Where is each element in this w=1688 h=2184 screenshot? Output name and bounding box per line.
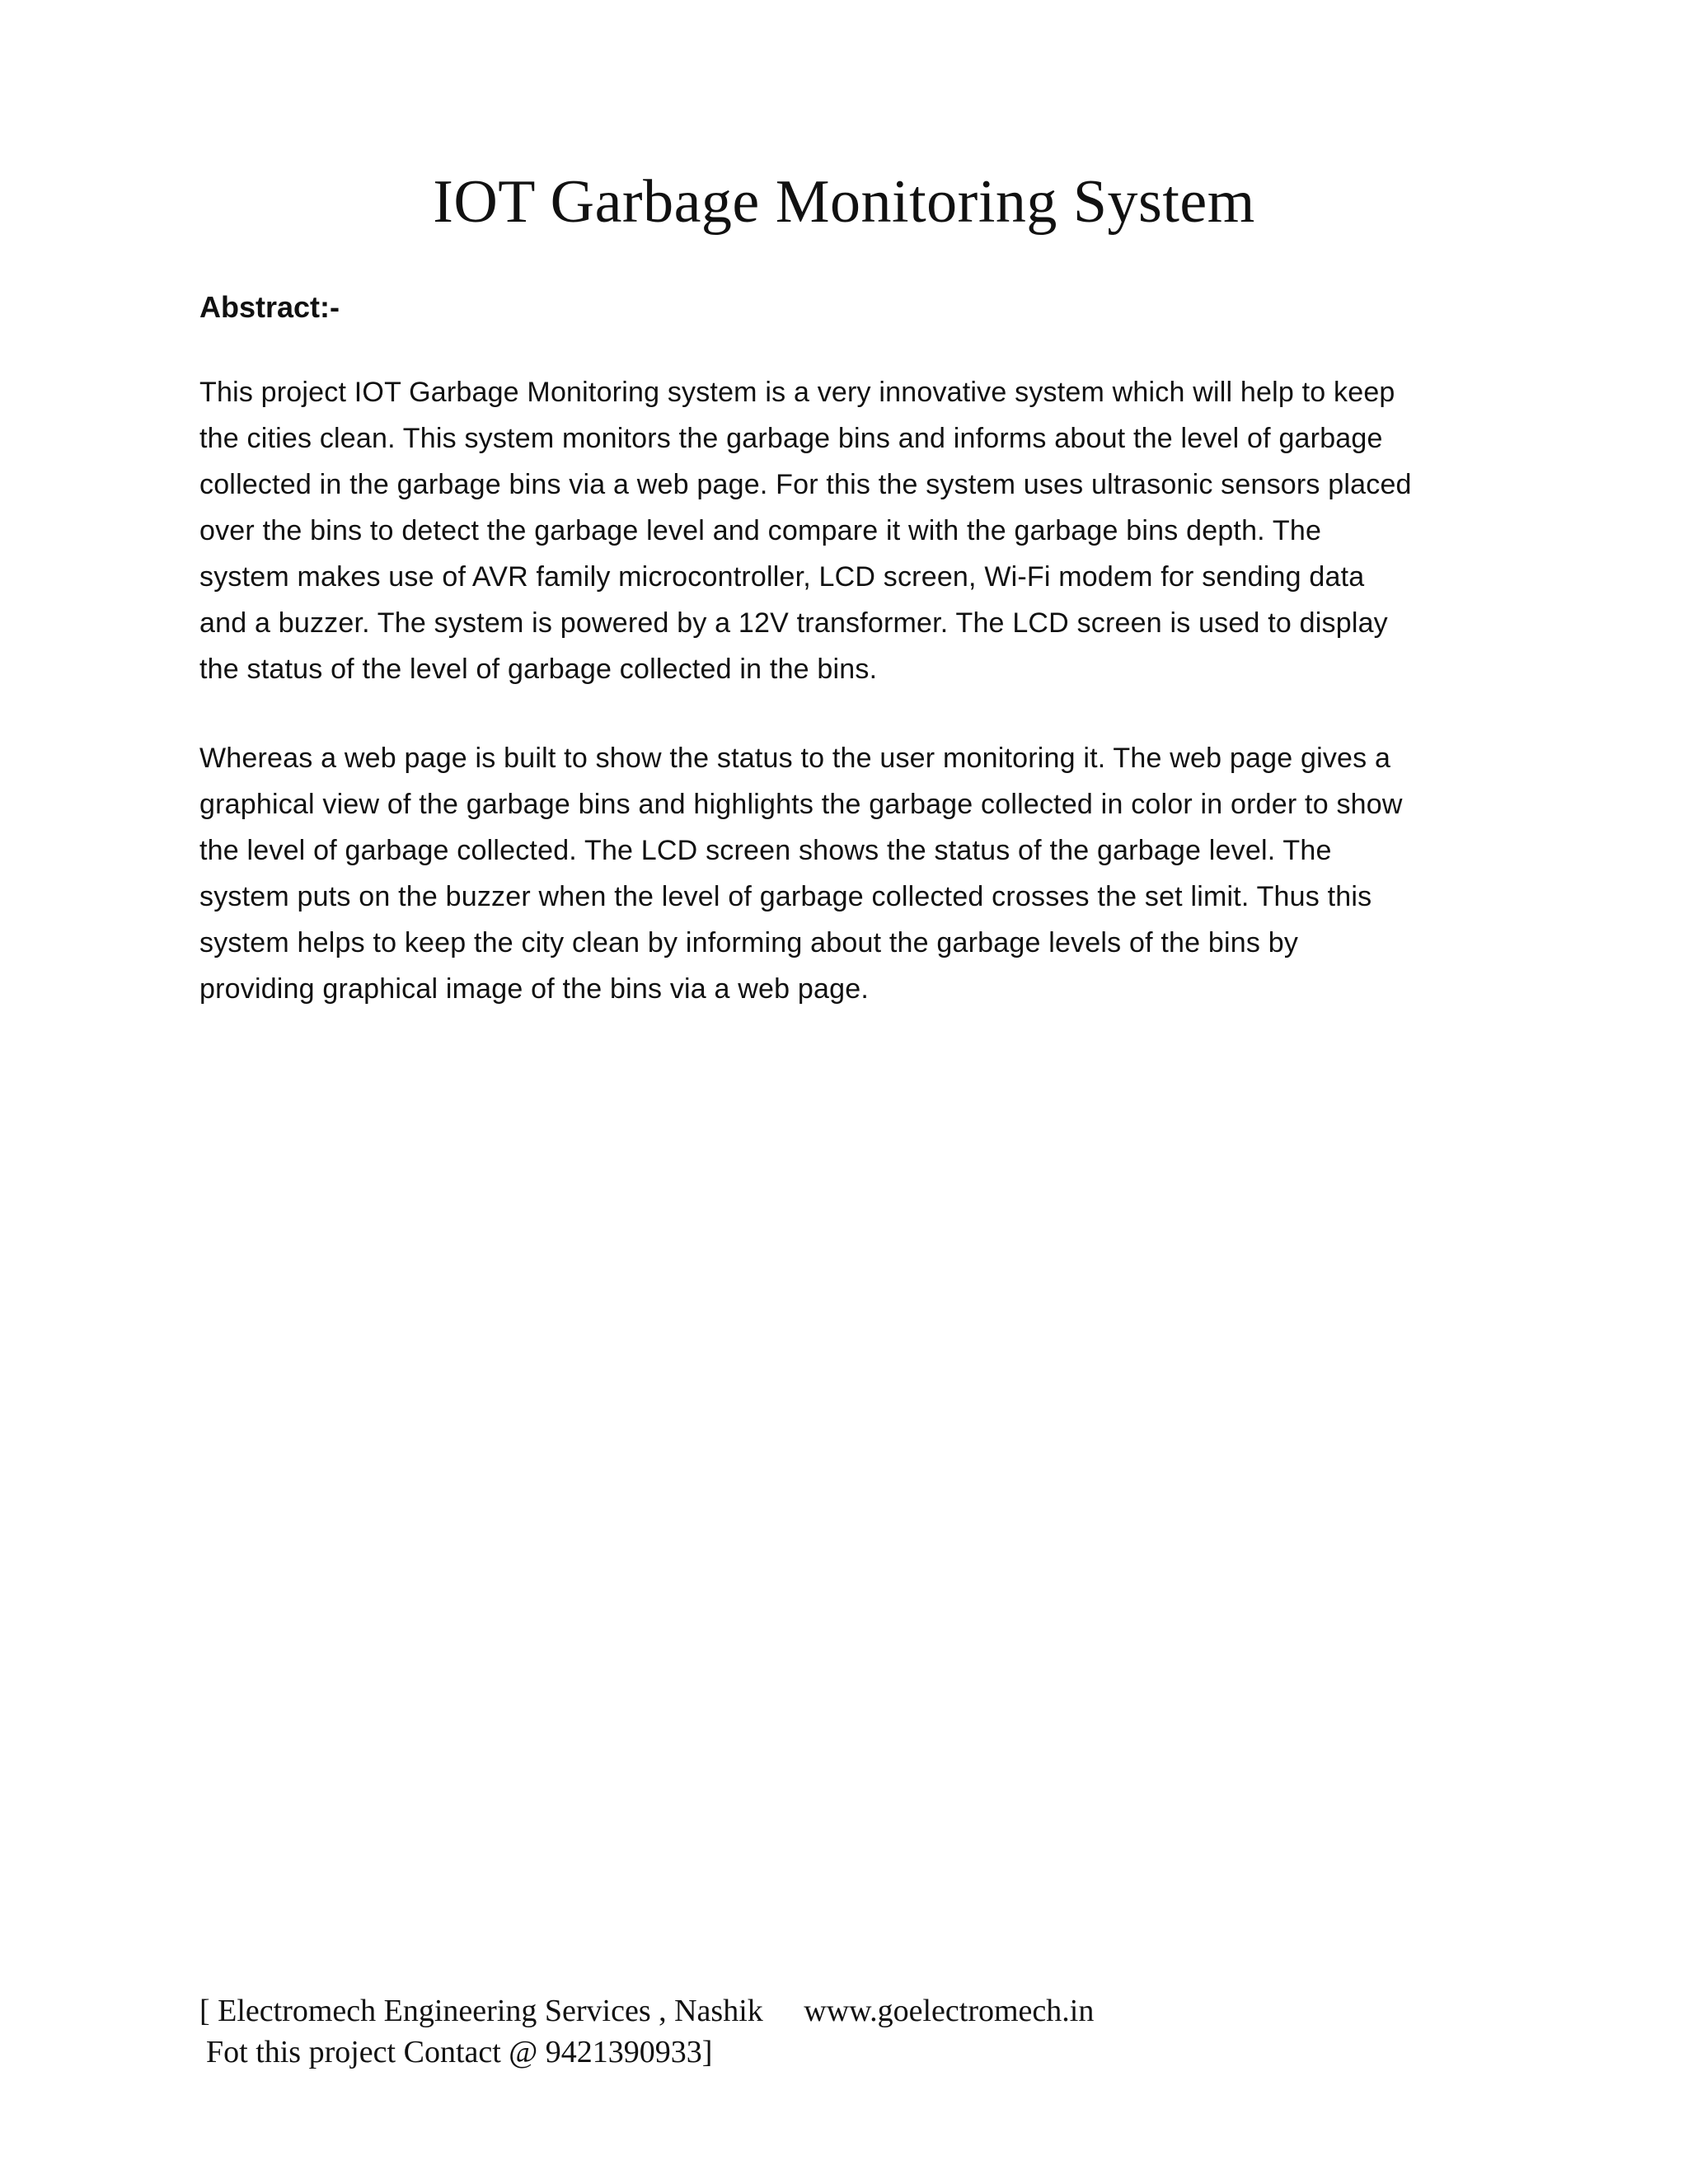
paragraph-line: Whereas a web page is built to show the status to the user monitoring it. The web page gives a	[199, 743, 1391, 774]
footer-website-link[interactable]: www.goelectromech.in	[804, 1994, 1095, 2028]
paragraph-line: providing graphical image of the bins via a web page.	[199, 973, 869, 1005]
paragraph-line: This project IOT Garbage Monitoring system is a very innovative system which will help to keep	[199, 377, 1395, 408]
footer-line-1	[199, 1990, 1094, 2032]
paragraph-line: graphical view of the garbage bins and highlights the garbage collected in color in order to show	[199, 789, 1403, 820]
paragraph-line: the level of garbage collected. The LCD screen shows the status of the garbage level. The	[199, 835, 1332, 866]
footer-contact: Fot this project Contact @ 9421390933]	[206, 2035, 713, 2069]
paragraph-line: the status of the level of garbage collected in the bins.	[199, 654, 878, 685]
abstract-paragraph-2	[199, 735, 1518, 1012]
footer	[199, 1990, 1094, 2073]
paragraph-line: the cities clean. This system monitors the garbage bins and informs about the level of garbage	[199, 423, 1383, 454]
abstract-heading: Abstract:-	[199, 290, 340, 324]
paragraph-line: collected in the garbage bins via a web page. For this the system uses ultrasonic sensors placed	[199, 469, 1412, 500]
paragraph-line: system helps to keep the city clean by informing about the garbage levels of the bins by	[199, 927, 1299, 958]
abstract-paragraph-1	[199, 369, 1518, 692]
document-title: IOT Garbage Monitoring System	[433, 168, 1255, 236]
paragraph-line: system makes use of AVR family microcontroller, LCD screen, Wi-Fi modem for sending data	[199, 561, 1365, 593]
paragraph-line: system puts on the buzzer when the level of garbage collected crosses the set limit. Thus this	[199, 881, 1372, 912]
footer-company: [ Electromech Engineering Services , Nashik	[199, 1994, 763, 2028]
paragraph-line: over the bins to detect the garbage level and compare it with the garbage bins depth. The	[199, 515, 1322, 546]
paragraph-line: and a buzzer. The system is powered by a 12V transformer. The LCD screen is used to display	[199, 607, 1388, 639]
